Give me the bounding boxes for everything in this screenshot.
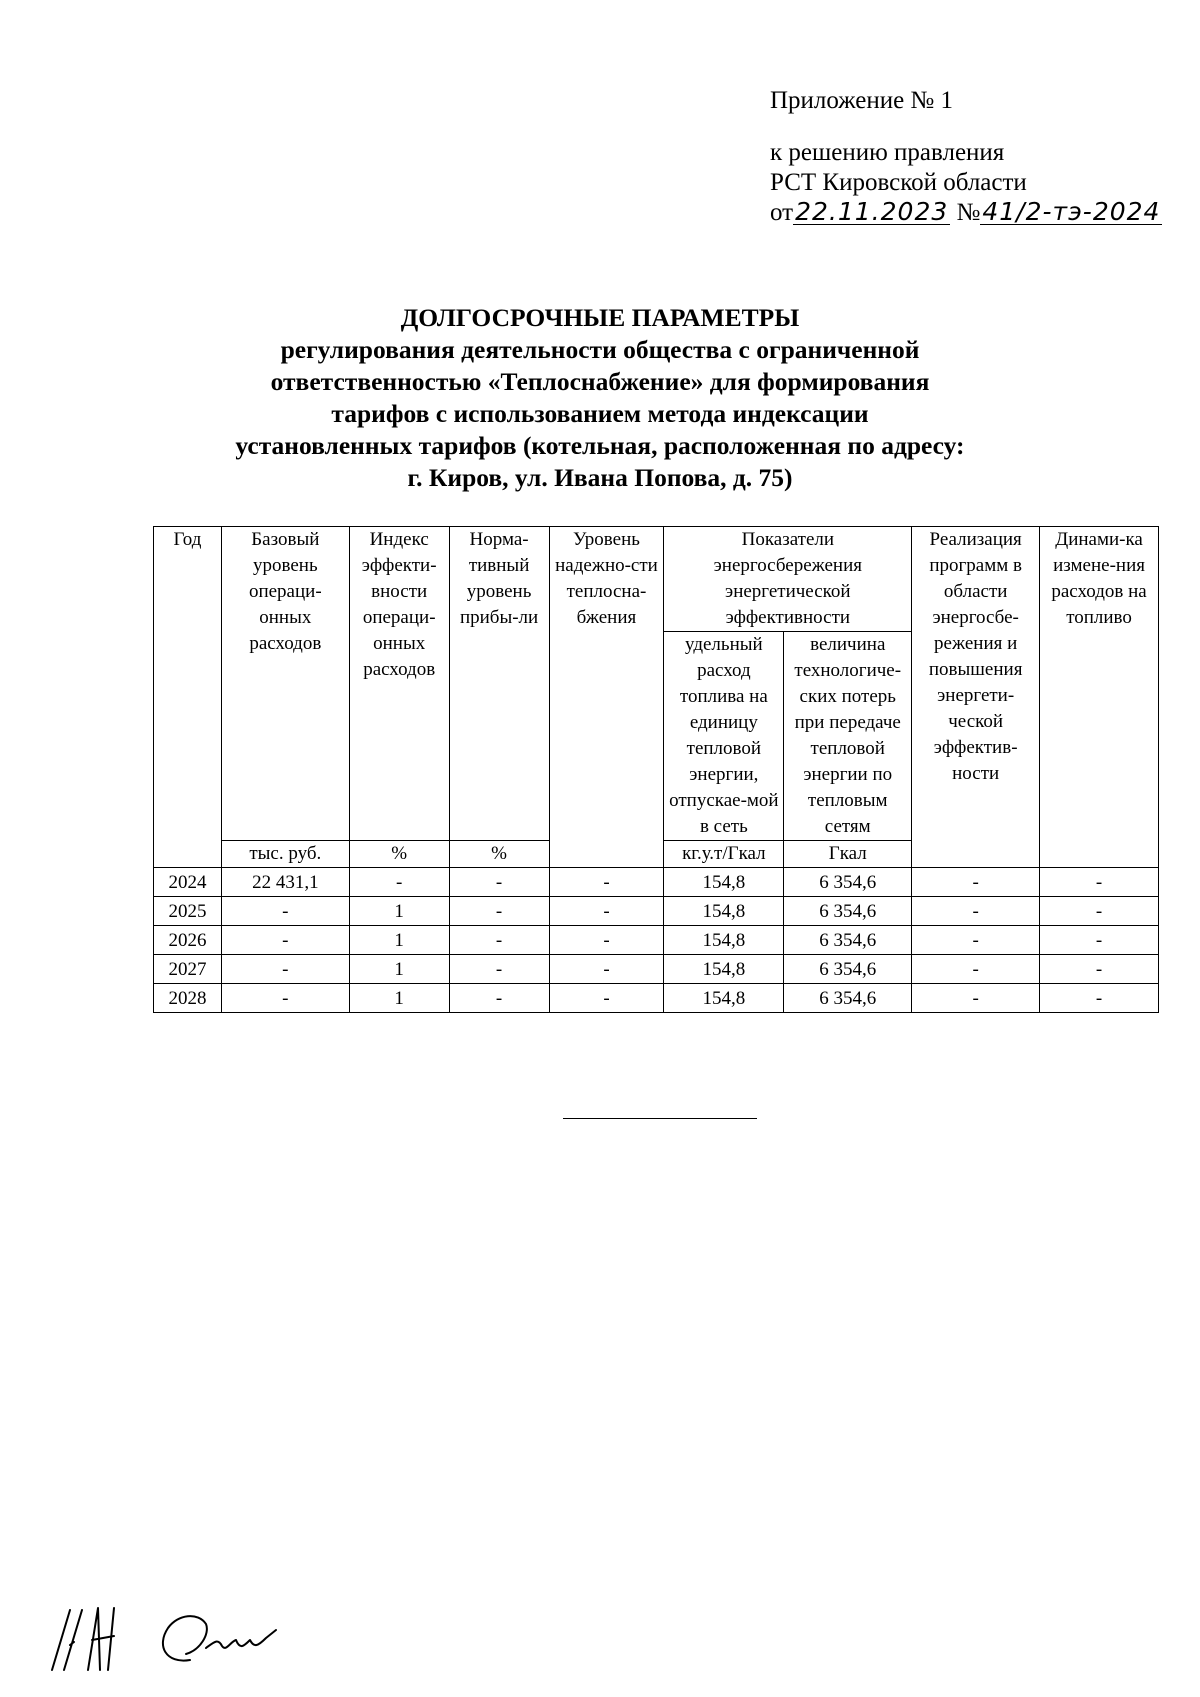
profit-cell: - — [449, 984, 549, 1013]
document-title — [0, 302, 1200, 494]
title-line-6: г. Киров, ул. Ивана Попова, д. 75) — [407, 463, 793, 492]
base-cell: - — [221, 955, 349, 984]
base-cell: - — [221, 897, 349, 926]
annex-line-decision: к решению правления — [770, 139, 1005, 166]
programs-cell: - — [912, 897, 1040, 926]
index-cell: 1 — [349, 984, 449, 1013]
reliability-cell: - — [549, 926, 664, 955]
losses-cell: 6 354,6 — [784, 897, 912, 926]
decision-number: 41/2-тэ-2024 — [982, 197, 1161, 226]
unit-fuel: кг.у.т/Гкал — [664, 841, 784, 868]
header-programs: Реализация программ в области энергосбе-режения и повышения энергети-ческой эффектив-ности — [912, 527, 1040, 868]
header-year: Год — [154, 527, 222, 868]
index-cell: - — [349, 868, 449, 897]
fuel-cell: 154,8 — [664, 984, 784, 1013]
profit-cell: - — [449, 897, 549, 926]
year-cell: 2024 — [154, 868, 222, 897]
handwritten-initials-signature — [40, 1590, 340, 1680]
index-cell: 1 — [349, 926, 449, 955]
unit-index: % — [349, 841, 449, 868]
dynamics-cell: - — [1040, 897, 1159, 926]
header-base-opex: Базовый уровень операци-онных расходов — [221, 527, 349, 841]
dynamics-cell: - — [1040, 984, 1159, 1013]
header-losses: величина технологиче-ских потерь при передаче тепловой энергии по тепловым сетям — [784, 632, 912, 841]
title-line-1: ДОЛГОСРОЧНЫЕ ПАРАМЕТРЫ — [400, 303, 800, 332]
header-row-1 — [154, 527, 1159, 632]
decision-date: 22.11.2023 — [795, 197, 949, 226]
unit-losses: Гкал — [784, 841, 912, 868]
header-efficiency-index: Индекс эффекти-вности операци-онных расходов — [349, 527, 449, 841]
annex-block — [770, 86, 1162, 228]
reliability-cell: - — [549, 868, 664, 897]
base-cell: 22 431,1 — [221, 868, 349, 897]
table-row — [154, 955, 1159, 984]
fuel-cell: 154,8 — [664, 897, 784, 926]
programs-cell: - — [912, 984, 1040, 1013]
year-cell: 2026 — [154, 926, 222, 955]
fuel-cell: 154,8 — [664, 926, 784, 955]
fuel-cell: 154,8 — [664, 868, 784, 897]
programs-cell: - — [912, 868, 1040, 897]
title-line-4: тарифов с использованием метода индексации — [331, 399, 869, 428]
title-line-2: регулирования деятельности общества с ограниченной — [280, 335, 920, 364]
from-label: от — [770, 199, 794, 226]
reliability-cell: - — [549, 984, 664, 1013]
profit-cell: - — [449, 926, 549, 955]
parameters-table — [153, 526, 1159, 1013]
header-energy-saving: Показатели энергосбережения энергетической эффективности — [664, 527, 912, 632]
annex-line-authority: РСТ Кировской области — [770, 169, 1027, 196]
losses-cell: 6 354,6 — [784, 926, 912, 955]
dynamics-cell: - — [1040, 955, 1159, 984]
annex-number: Приложение № 1 — [770, 87, 954, 114]
profit-cell: - — [449, 955, 549, 984]
year-cell: 2027 — [154, 955, 222, 984]
unit-base: тыс. руб. — [221, 841, 349, 868]
reliability-cell: - — [549, 897, 664, 926]
annex-date-line — [770, 198, 1162, 228]
header-reliability: Уровень надежно-сти теплосна-бжения — [549, 527, 664, 868]
programs-cell: - — [912, 926, 1040, 955]
profit-cell: - — [449, 868, 549, 897]
end-separator-line — [563, 1118, 757, 1119]
losses-cell: 6 354,6 — [784, 868, 912, 897]
header-specific-fuel: удельный расход топлива на единицу тепловой энергии, отпускае-мой в сеть — [664, 632, 784, 841]
year-cell: 2025 — [154, 897, 222, 926]
title-line-5: установленных тарифов (котельная, расположенная по адресу: — [235, 431, 965, 460]
year-cell: 2028 — [154, 984, 222, 1013]
table-row — [154, 926, 1159, 955]
table-row — [154, 984, 1159, 1013]
losses-cell: 6 354,6 — [784, 955, 912, 984]
table-row — [154, 868, 1159, 897]
dynamics-cell: - — [1040, 868, 1159, 897]
reliability-cell: - — [549, 955, 664, 984]
header-fuel-dynamics: Динами-ка измене-ния расходов на топливо — [1040, 527, 1159, 868]
title-line-3: ответственностью «Теплоснабжение» для формирования — [270, 367, 930, 396]
fuel-cell: 154,8 — [664, 955, 784, 984]
programs-cell: - — [912, 955, 1040, 984]
table-row — [154, 897, 1159, 926]
index-cell: 1 — [349, 955, 449, 984]
base-cell: - — [221, 926, 349, 955]
dynamics-cell: - — [1040, 926, 1159, 955]
base-cell: - — [221, 984, 349, 1013]
number-label: № — [956, 199, 981, 226]
header-profit-level: Норма-тивный уровень прибы-ли — [449, 527, 549, 841]
unit-profit: % — [449, 841, 549, 868]
index-cell: 1 — [349, 897, 449, 926]
losses-cell: 6 354,6 — [784, 984, 912, 1013]
